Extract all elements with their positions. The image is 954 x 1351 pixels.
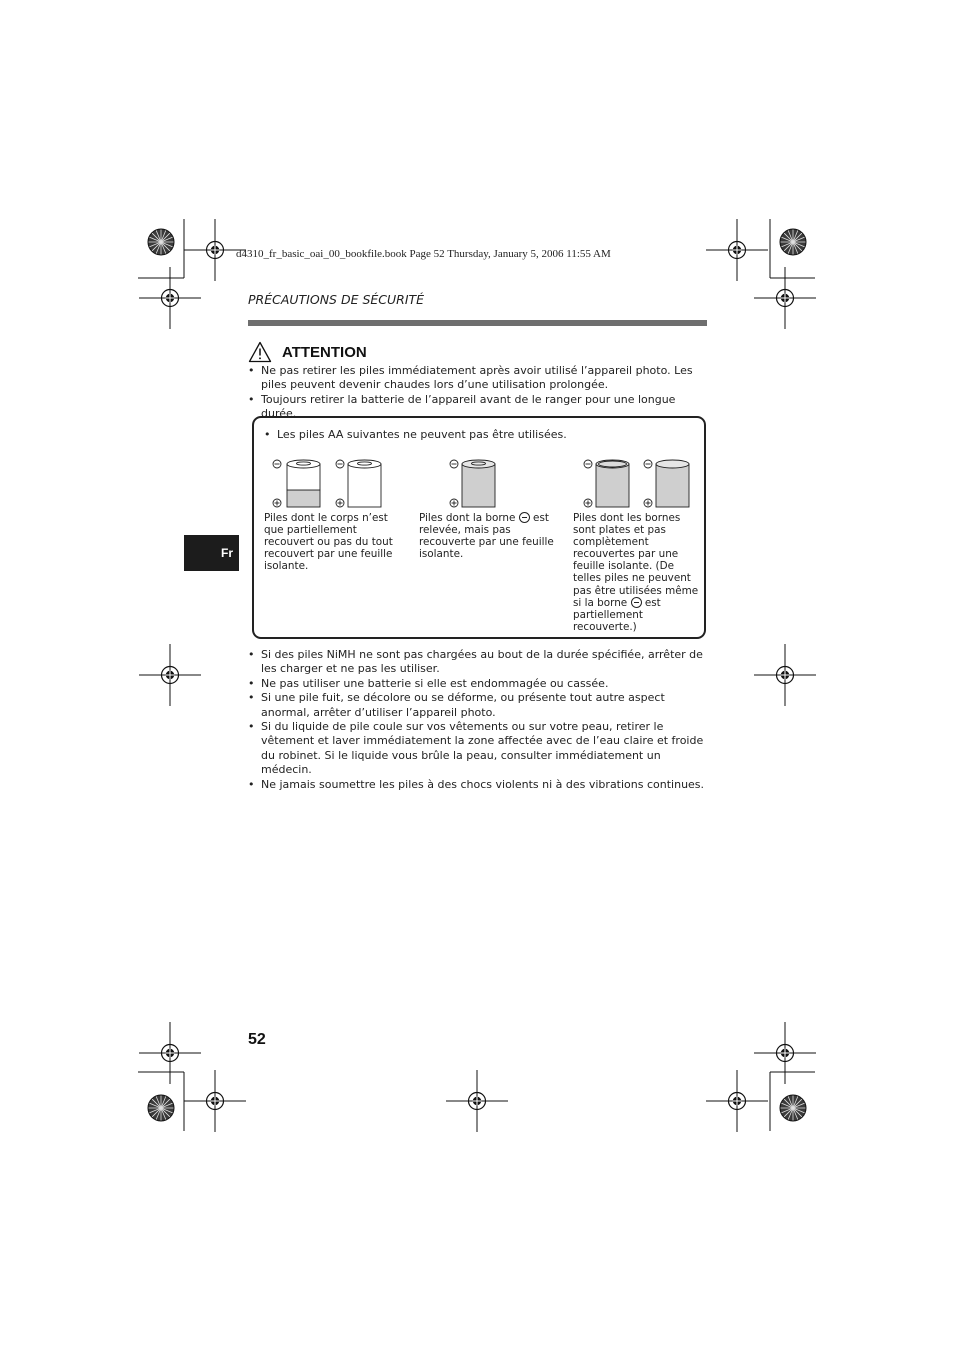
battery-partially-covered	[273, 460, 320, 507]
battery-caption: Piles dont les bornes sont plates et pas complètement recouvertes par une feuille isolante. (De telles piles ne peuvent pas être utilisées même si la borne est partiellement recouverte.)	[573, 512, 699, 633]
battery-flat-terminal-a	[584, 460, 629, 507]
list-item: • Ne jamais soumettre les piles à des chocs violents ni à des vibrations continues.	[248, 778, 708, 792]
battery-raised-terminal	[450, 460, 495, 507]
minus-terminal-icon	[631, 597, 642, 608]
warning-label: ATTENTION	[282, 343, 367, 361]
section-title: PRÉCAUTIONS DE SÉCURITÉ	[248, 292, 425, 307]
battery-box	[252, 416, 706, 639]
header-rule	[248, 320, 707, 326]
page-number: 52	[248, 1031, 266, 1048]
battery-uncovered	[336, 460, 381, 507]
warning-triangle-icon	[248, 341, 272, 363]
print-header: d4310_fr_basic_oai_00_bookfile.book Page 52 Thursday, January 5, 2006 11:55 AM	[236, 248, 611, 260]
battery-box-intro: • Les piles AA suivantes ne peuvent pas être utilisées.	[264, 428, 567, 441]
list-item: • Toujours retirer la batterie de l’appareil avant de le ranger pour une longue durée.	[248, 393, 708, 422]
list-item: • Si du liquide de pile coule sur vos vêtements ou sur votre peau, retirer le vêtement et laver immédiatement la zone affectée avec de l’eau claire et froide du robinet. Si le liquide vous brûle la peau, consulter immédiatement un médecin.	[248, 720, 708, 778]
list-item: • Ne pas utiliser une batterie si elle est endommagée ou cassée.	[248, 677, 708, 691]
language-tab-label: Fr	[221, 546, 233, 560]
list-item: • Ne pas retirer les piles immédiatement après avoir utilisé l’appareil photo. Les piles peuvent devenir chaudes lors d’une utilisation prolongée.	[248, 364, 708, 393]
battery-illustrations	[254, 454, 704, 510]
warning-heading	[248, 341, 367, 363]
battery-flat-terminal-b	[644, 460, 689, 507]
battery-caption: Piles dont le corps n’est que partiellement recouvert ou pas du tout recouvert par une feuille isolante.	[264, 512, 393, 573]
safety-list	[248, 648, 708, 792]
battery-caption: Piles dont la borne est relevée, mais pas recouverte par une feuille isolante.	[419, 512, 554, 561]
warning-list	[248, 364, 708, 422]
list-item: • Si une pile fuit, se décolore ou se déforme, ou présente tout autre aspect anormal, arrêter d’utiliser l’appareil photo.	[248, 691, 708, 720]
list-item: • Si des piles NiMH ne sont pas chargées au bout de la durée spécifiée, arrêter de les charger et ne pas les utiliser.	[248, 648, 708, 677]
minus-terminal-icon	[519, 512, 530, 523]
language-tab	[184, 535, 239, 571]
